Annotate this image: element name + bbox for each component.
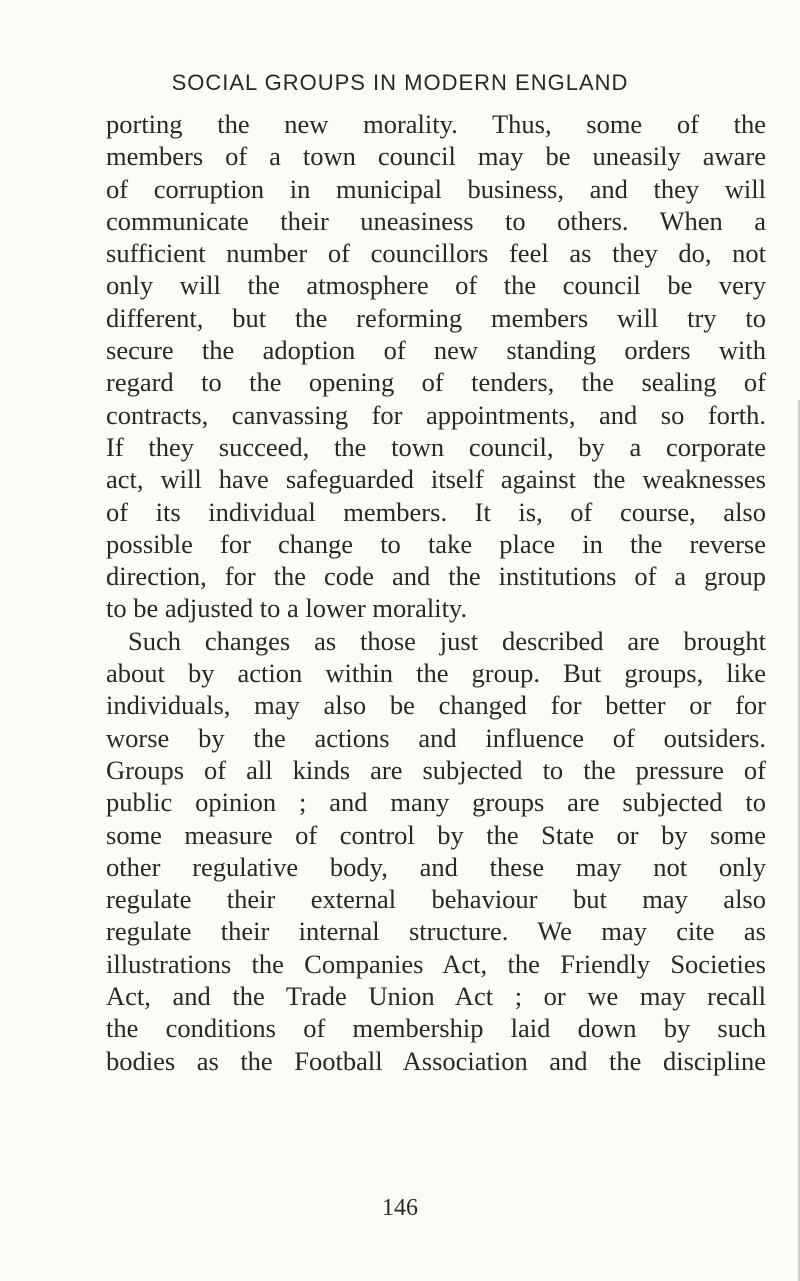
- text-line: communicate their uneasiness to others. When a: [106, 205, 766, 236]
- text-line: Such changes as those just described are brought: [128, 625, 766, 656]
- text-line: other regulative body, and these may not only: [106, 851, 766, 882]
- text-line: public opinion ; and many groups are subjected to: [106, 787, 766, 818]
- text-line: Act, and the Trade Union Act ; or we may recall: [106, 981, 766, 1012]
- text-line: contracts, canvassing for appointments, and so forth.: [106, 399, 766, 430]
- text-line: regulate their internal structure. We may cite as: [106, 916, 766, 947]
- paragraph-2: [106, 625, 766, 1077]
- text-line: regulate their external behaviour but may also: [106, 884, 766, 915]
- text-line: regard to the opening of tenders, the sealing of: [106, 367, 766, 398]
- paragraph-1: [106, 108, 766, 625]
- text-line: the conditions of membership laid down by such: [106, 1013, 766, 1044]
- text-line: direction, for the code and the institutions of a group: [106, 561, 766, 592]
- text-line: bodies as the Football Association and the discipline: [106, 1045, 766, 1076]
- text-line: worse by the actions and influence of outsiders.: [106, 722, 766, 753]
- text-line: illustrations the Companies Act, the Friendly Societies: [106, 948, 766, 979]
- text-line: individuals, may also be changed for better or for: [106, 690, 766, 721]
- text-line: about by action within the group. But groups, like: [106, 658, 766, 689]
- text-line: secure the adoption of new standing orders with: [106, 335, 766, 366]
- text-line: Groups of all kinds are subjected to the pressure of: [106, 754, 766, 785]
- text-line: members of a town council may be uneasily aware: [106, 141, 766, 172]
- body-text: [106, 108, 766, 1077]
- text-line: act, will have safeguarded itself against the weaknesses: [106, 464, 766, 495]
- text-line: to be adjusted to a lower morality.: [106, 593, 468, 624]
- text-line: If they succeed, the town council, by a corporate: [106, 431, 766, 462]
- text-line: porting the new morality. Thus, some of the: [106, 109, 766, 139]
- running-head: SOCIAL GROUPS IN MODERN ENGLAND: [171, 70, 629, 95]
- text-line: of its individual members. It is, of course, also: [106, 496, 766, 527]
- text-line: possible for change to take place in the reverse: [106, 528, 766, 559]
- text-line: sufficient number of councillors feel as they do, not: [106, 238, 766, 269]
- text-line: of corruption in municipal business, and they will: [106, 173, 766, 204]
- text-line: only will the atmosphere of the council be very: [106, 270, 766, 301]
- text-line: different, but the reforming members will try to: [106, 302, 766, 333]
- page-number: 146: [382, 1195, 418, 1221]
- text-line: some measure of control by the State or by some: [106, 819, 766, 850]
